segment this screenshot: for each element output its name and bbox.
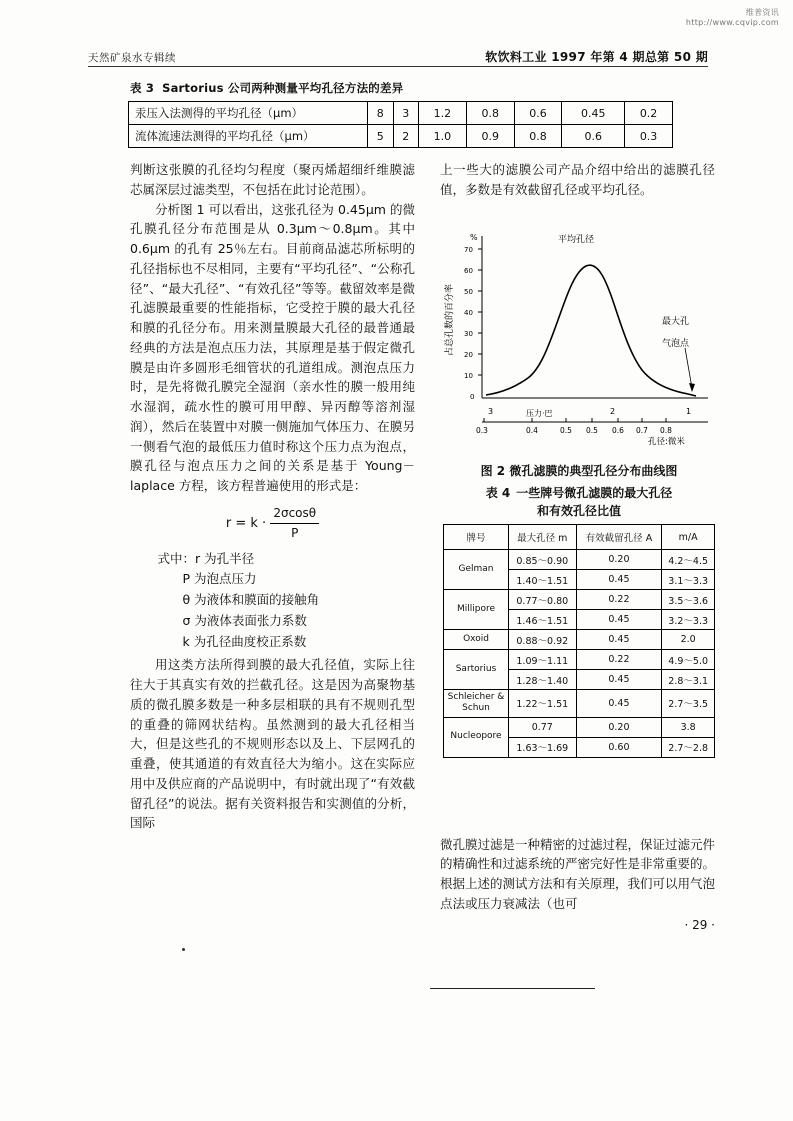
svg-text:0.6: 0.6 (612, 426, 624, 435)
table4-cell: 0.20 (576, 550, 662, 570)
formula-denominator: P (291, 525, 299, 540)
formula-numerator: 2σcosθ (270, 504, 319, 524)
table4-cell: 2.0 (662, 630, 715, 650)
svg-text:2: 2 (610, 407, 616, 416)
table4-cell: 1.22～1.51 (509, 690, 577, 718)
svg-text:%: % (470, 233, 478, 242)
svg-text:0.8: 0.8 (660, 426, 672, 435)
watermark-line1: 维普资讯 (745, 8, 779, 17)
paragraph: 微孔膜过滤是一种精密的过滤过程，保证过滤元件的精确性和过滤系统的严密完好性是非常重要的。根据上述的测试方法和有关原理，我们可以用气泡点法或压力衰减法（也可 (440, 836, 716, 911)
definition-item: θ 为液体和膜面的接触角 (182, 592, 320, 608)
table-row (444, 650, 715, 670)
table4-cell: 4.2～4.5 (662, 550, 715, 570)
table4-header-row (444, 525, 715, 550)
table-row (444, 590, 715, 610)
svg-text:0.5: 0.5 (586, 426, 598, 435)
table4-cell: 1.09～1.11 (509, 650, 577, 670)
table4-title-line2: 和有效孔径比值 (536, 504, 621, 518)
table-row (444, 717, 715, 737)
table4-cell: 0.20 (576, 717, 662, 737)
svg-text:0: 0 (470, 393, 475, 401)
table4-brand-schleicher: Schleicher & Schun (444, 690, 509, 718)
table3-caption (130, 80, 403, 96)
figure2-chart (440, 228, 718, 446)
svg-text:40: 40 (464, 309, 473, 317)
table3-cell-0-3: 0.8 (466, 102, 514, 125)
table4-cell: 0.45 (576, 630, 662, 650)
svg-text:50: 50 (464, 288, 473, 296)
table3-cell-1-0: 5 (368, 125, 394, 148)
figure2-number: 图 2 (480, 464, 506, 478)
right-column-tail (440, 822, 715, 926)
svg-text:孔径:微米: 孔径:微米 (648, 437, 685, 446)
header-right-text: 软饮料工业 1997 年第 4 期总第 50 期 (485, 50, 708, 64)
body-left-column (130, 160, 415, 833)
table4-cell: 2.7～3.5 (662, 690, 715, 718)
table4-cell: 2.8～3.1 (662, 670, 715, 690)
table3-title: Sartorius 公司两种测量平均孔径方法的差异 (162, 81, 404, 95)
header-divider (88, 66, 708, 67)
table4-cell: 3.2～3.3 (662, 610, 715, 630)
svg-text:气泡点: 气泡点 (662, 339, 690, 349)
table4-cell: 1.46～1.51 (509, 610, 577, 630)
table-row (444, 630, 715, 650)
table3-cell-1-4: 0.8 (514, 125, 562, 148)
table4-header-0: 牌号 (444, 525, 509, 550)
svg-text:最大孔: 最大孔 (662, 317, 690, 327)
table3-cell-0-1: 3 (393, 102, 419, 125)
table3-row1-label: 流体流速法测得的平均孔径（μm） (129, 125, 368, 148)
svg-text:0.7: 0.7 (636, 426, 648, 435)
table3-cell-0-4: 0.6 (514, 102, 562, 125)
figure2-title: 微孔滤膜的典型孔径分布曲线图 (509, 464, 678, 478)
table4-brand-nucleopore: Nucleopore (444, 717, 509, 757)
table4-caption (440, 484, 718, 520)
table3-cell-1-5: 0.6 (562, 125, 625, 148)
formula-young-laplace (130, 504, 415, 543)
svg-text:平均孔径: 平均孔径 (558, 235, 595, 245)
table4-header-1: 最大孔径 m (509, 525, 577, 550)
paragraph: 分析图 1 可以看出，这张孔径为 0.45μm 的微孔膜孔径分布范围是从 0.3μm～0.8μm。其中 0.6μm 的孔有 25％左右。目前商品滤芯所标明的孔径指标也不尽相同，主要有“平均孔径”、“公称孔径”、“最大孔径”、“有效孔径”等等。截留效率是微孔滤膜最重要的性能指标，它受控于膜的最大孔径和膜的孔径分布。用来测量膜最大孔径的最普通最经典的方法是泡点压力法，其原理是基于假定微孔膜是由许多圆形毛细管状的孔道组成。测泡点压力时，是先将微孔膜完全湿润（亲水性的膜一般用纯水湿润，疏水性的膜可用甲醇、异丙醇等溶剂湿润），然后在装置中对膜一侧施加气体压力、在膜另一侧看气泡的最低压力值时称这个压力点为泡点，膜孔径与泡点压力之间的关系是基于 Young－laplace 方程，该方程普遍使用的形式是： (130, 201, 415, 493)
svg-text:0.3: 0.3 (476, 426, 488, 435)
table4-brand-millipore: Millipore (444, 590, 509, 630)
formula-fraction (270, 504, 319, 543)
page-header (88, 48, 708, 65)
paragraph: 上一些大的滤膜公司产品介绍中给出的滤膜孔径值，多数是有效截留孔径或平均孔径。 (440, 162, 715, 197)
table4-cell: 0.85～0.90 (509, 550, 577, 570)
table-row (444, 690, 715, 718)
table4-cell: 3.8 (662, 717, 715, 737)
figure2-caption (440, 462, 718, 479)
svg-text:30: 30 (464, 330, 473, 338)
definition-item: k 为孔径曲度校正系数 (182, 633, 307, 649)
definition-item: σ 为液体表面张力系数 (182, 612, 307, 628)
header-left-text: 天然矿泉水专辑续 (88, 52, 176, 64)
table-row (129, 102, 673, 125)
formula-definitions (130, 549, 415, 652)
table4-cell: 0.77 (509, 717, 577, 737)
table4-cell: 0.45 (576, 570, 662, 590)
paragraph: 判断这张膜的孔径均匀程度（聚丙烯超细纤维膜滤芯属深层过滤类型，不包括在此讨论范围）。 (130, 162, 415, 197)
table4-brand-oxoid: Oxoid (444, 630, 509, 650)
table4-cell: 2.7～2.8 (662, 737, 715, 757)
table4-title-line1: 一些牌号微孔滤膜的最大孔径 (516, 486, 673, 500)
table4 (443, 524, 715, 758)
paragraph: 用这类方法所得到膜的最大孔径值，实际上往往大于其真实有效的拦截孔径。这是因为高聚物基质的微孔膜多数是一种多层相联的具有不规则孔型的重叠的筛网状结构。虽然测到的最大孔径相当大，但是这些孔的不规则形态以及上、下层网孔的重叠，使其通道的有效直径大为缩小。这在实际应用中及供应商的产品说明中，有时就出现了“有效截留孔径”的说法。据有关资料报告和实测值的分析，国际 (130, 657, 415, 831)
svg-text:占总孔数的百分率: 占总孔数的百分率 (445, 283, 455, 356)
pore-size-distribution-plot (440, 228, 718, 446)
table4-brand-gelman: Gelman (444, 550, 509, 590)
table4-cell: 0.77～0.80 (509, 590, 577, 610)
svg-text:60: 60 (464, 267, 473, 275)
table4-cell: 0.45 (576, 610, 662, 630)
table3-cell-1-3: 0.9 (466, 125, 514, 148)
svg-text:10: 10 (464, 372, 473, 380)
definition-item: 式中：r 为孔半径 (157, 550, 255, 566)
svg-text:压力·巴: 压力·巴 (526, 409, 553, 418)
table4-cell: 4.9～5.0 (662, 650, 715, 670)
table4-cell: 0.45 (576, 670, 662, 690)
table4-cell: 0.88～0.92 (509, 630, 577, 650)
table4-cell: 0.22 (576, 590, 662, 610)
table3-cell-1-1: 2 (393, 125, 419, 148)
formula-lhs: r = k · (225, 515, 267, 531)
table4-cell: 1.40～1.51 (509, 570, 577, 590)
svg-text:1: 1 (686, 407, 692, 416)
definition-item: P 为泡点压力 (182, 571, 257, 587)
table3 (128, 101, 673, 148)
table4-cell: 0.22 (576, 650, 662, 670)
svg-text:3: 3 (488, 407, 494, 416)
svg-text:70: 70 (464, 246, 473, 254)
svg-text:0.4: 0.4 (526, 426, 538, 435)
watermark-line2: http://www.cqvip.com (685, 18, 779, 27)
svg-text:0.5: 0.5 (560, 426, 572, 435)
table3-cell-0-2: 1.2 (419, 102, 467, 125)
body-right-column (440, 160, 715, 200)
table4-cell: 0.60 (576, 737, 662, 757)
table-row (444, 550, 715, 570)
table3-cell-1-2: 1.0 (419, 125, 467, 148)
table4-brand-sartorius: Sartorius (444, 650, 509, 690)
table4-cell: 0.45 (576, 690, 662, 718)
table4-cell: 3.5～3.6 (662, 590, 715, 610)
table3-cell-0-0: 8 (368, 102, 394, 125)
footer-dot (182, 948, 185, 951)
table4-number: 表 4 (485, 486, 511, 500)
table3-cell-1-6: 0.3 (625, 125, 673, 148)
table3-number: 表 3 (130, 81, 155, 95)
table4-header-2: 有效截留孔径 A (576, 525, 662, 550)
table3-cell-0-6: 0.2 (625, 102, 673, 125)
watermark (686, 8, 779, 28)
table-row (129, 125, 673, 148)
footer-rule (430, 988, 595, 989)
table4-cell: 1.28～1.40 (509, 670, 577, 690)
table3-row0-label: 汞压入法测得的平均孔径（μm） (129, 102, 368, 125)
svg-text:20: 20 (464, 351, 473, 359)
table4-cell: 1.63～1.69 (509, 737, 577, 757)
page-number: · 29 · (684, 918, 715, 932)
table4-header-3: m/A (662, 525, 715, 550)
table3-cell-0-5: 0.45 (562, 102, 625, 125)
table4-cell: 3.1～3.3 (662, 570, 715, 590)
